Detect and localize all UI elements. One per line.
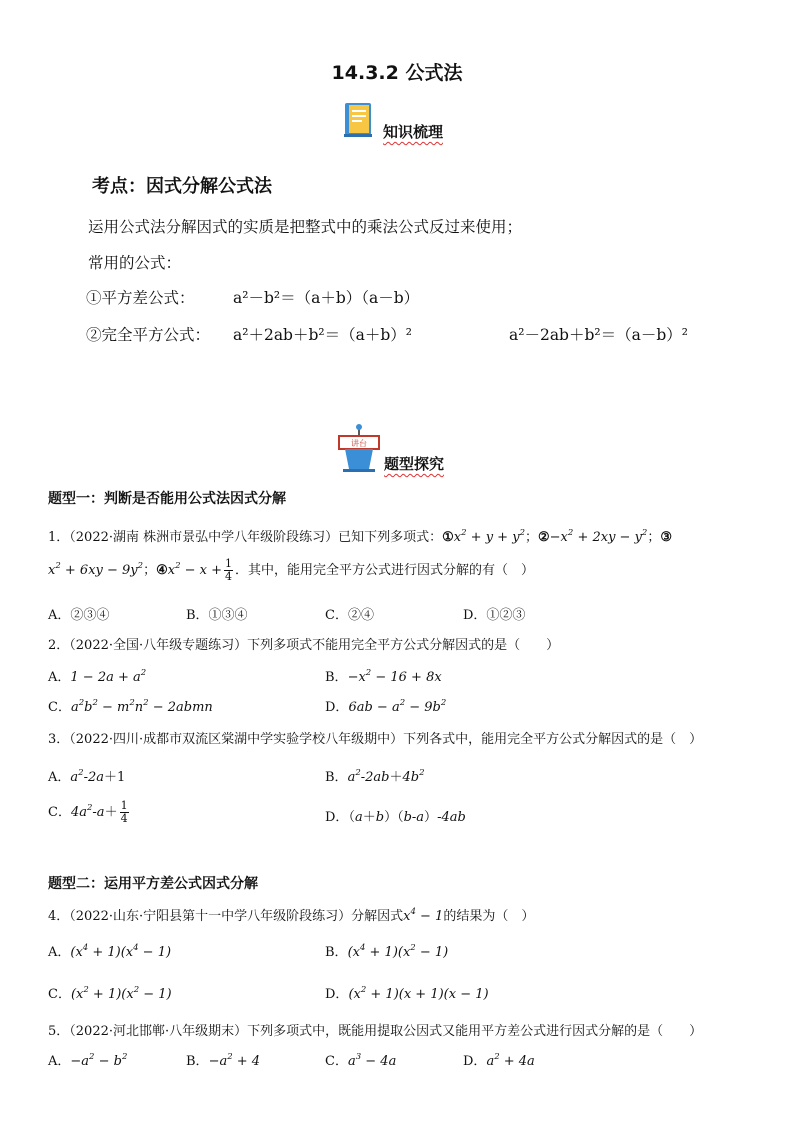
- q1-option-a: A．②③④: [48, 608, 110, 623]
- keypoint-line1: 运用公式法分解因式的实质是把整式中的乘法公式反过来使用；: [88, 218, 523, 236]
- section-explore: 题型探究: [384, 455, 445, 473]
- section-knowledge: 知识梳理: [383, 123, 444, 141]
- q5-option-d: D．$a^2 + 4a$: [463, 1052, 535, 1069]
- q1-option-d: D．①②③: [463, 608, 526, 623]
- type1-heading: 题型一：判断是否能用公式法因式分解: [48, 491, 286, 507]
- q5-option-b: B．$-a^2 + 4$: [186, 1052, 261, 1069]
- q4-stem-line: 4．（2022·山东·宁阳县第十一中学八年级阶段练习）分解因式$x^4 - 1$的结果为（ ）: [48, 907, 535, 924]
- q3-stem: 3．（2022·四川·成都市双流区棠湖中学实验学校八年级期中）下列各式中，能用完全平方公式分解因式的是（ ）: [48, 732, 703, 747]
- formula2-label: ②完全平方公式：: [86, 326, 211, 344]
- type2-heading: 题型二：运用平方差公式因式分解: [48, 876, 258, 892]
- q2-option-c: C．$a^2b^2 - m^2n^2$ − 2abmn: [48, 698, 213, 715]
- q1-stem-line1: 1．（2022·湖南 株洲市景弘中学八年级阶段练习）已知下列多项式：$①x^2 + y + y^2$；$②-x^2 + 2xy - y^2$；③: [48, 528, 673, 545]
- notebook-icon: [342, 101, 376, 139]
- q1-option-c: C．②④: [325, 608, 374, 623]
- q3-option-b: B．$a^2-2ab+4b^2$: [325, 768, 425, 785]
- q2-option-a: A．$1 - 2a + a^2$: [48, 668, 147, 685]
- q4-option-d: D．$(x^2 + 1)(x + 1)(x - 1)$: [325, 985, 489, 1002]
- q4-option-c: C．$(x^2 + 1)(x^2 - 1)$: [48, 985, 172, 1002]
- formula2a: a²＋2ab＋b²＝（a＋b）²: [233, 326, 412, 344]
- q3-option-c: C．$4a^2-a+$ $\frac{1}{4}$: [48, 799, 128, 825]
- q3-option-d: D．（a＋b）（b-a）-4ab: [325, 810, 466, 825]
- podium-text: 讲台: [351, 439, 367, 448]
- podium-icon: [336, 422, 382, 474]
- q3-option-a: A．$a^2-2a+1$: [48, 768, 126, 785]
- q2-option-d: D．$6ab - a^2 - 9b^2$: [325, 698, 447, 715]
- keypoint-line2: 常用的公式：: [88, 254, 182, 272]
- formula2b: a²－2ab＋b²＝（a－b）²: [509, 326, 688, 344]
- q1-stem-end: ．其中，能用完全平方公式进行因式分解的有（ ）: [235, 563, 535, 578]
- formula1: a²－b²＝（a＋b）（a－b）: [233, 289, 420, 307]
- q4-option-a: A．$(x^4 + 1)(x^4 - 1)$: [48, 943, 172, 960]
- q4-option-b: B．$(x^4 + 1)(x^2 - 1)$: [325, 943, 449, 960]
- q4-stem-end: 的结果为（ ）: [443, 909, 535, 924]
- q5-option-a: A．$-a^2 - b^2$: [48, 1052, 128, 1069]
- q5-option-c: C．$a^3 - 4a$: [325, 1052, 397, 1069]
- page-title: 14.3.2 公式法: [331, 62, 463, 84]
- q1-option-b: B．①③④: [186, 608, 248, 623]
- q4-stem: 4．（2022·山东·宁阳县第十一中学八年级阶段练习）分解因式: [48, 909, 404, 924]
- q2-stem: 2．（2022·全国·八年级专题练习）下列多项式不能用完全平方公式分解因式的是（ ）: [48, 638, 560, 653]
- keypoint-heading: 考点：因式分解公式法: [92, 176, 272, 197]
- formula1-label: ①平方差公式：: [86, 289, 195, 307]
- q1-stem-line2: $x^2 + 6xy - 9y^2$；$④x^2 - x$ + $\frac{1}{4}$ ．其中，能用完全平方公式进行因式分解的有（ ）: [48, 557, 535, 583]
- q2-option-b: B．$-x^2 - 16 + 8x$: [325, 668, 442, 685]
- q1-stem: 1．（2022·湖南 株洲市景弘中学八年级阶段练习）已知下列多项式：: [48, 530, 443, 545]
- q5-stem: 5．（2022·河北邯郸·八年级期末）下列多项式中，既能用提取公因式又能用平方差公式进行因式分解的是（ ）: [48, 1024, 703, 1039]
